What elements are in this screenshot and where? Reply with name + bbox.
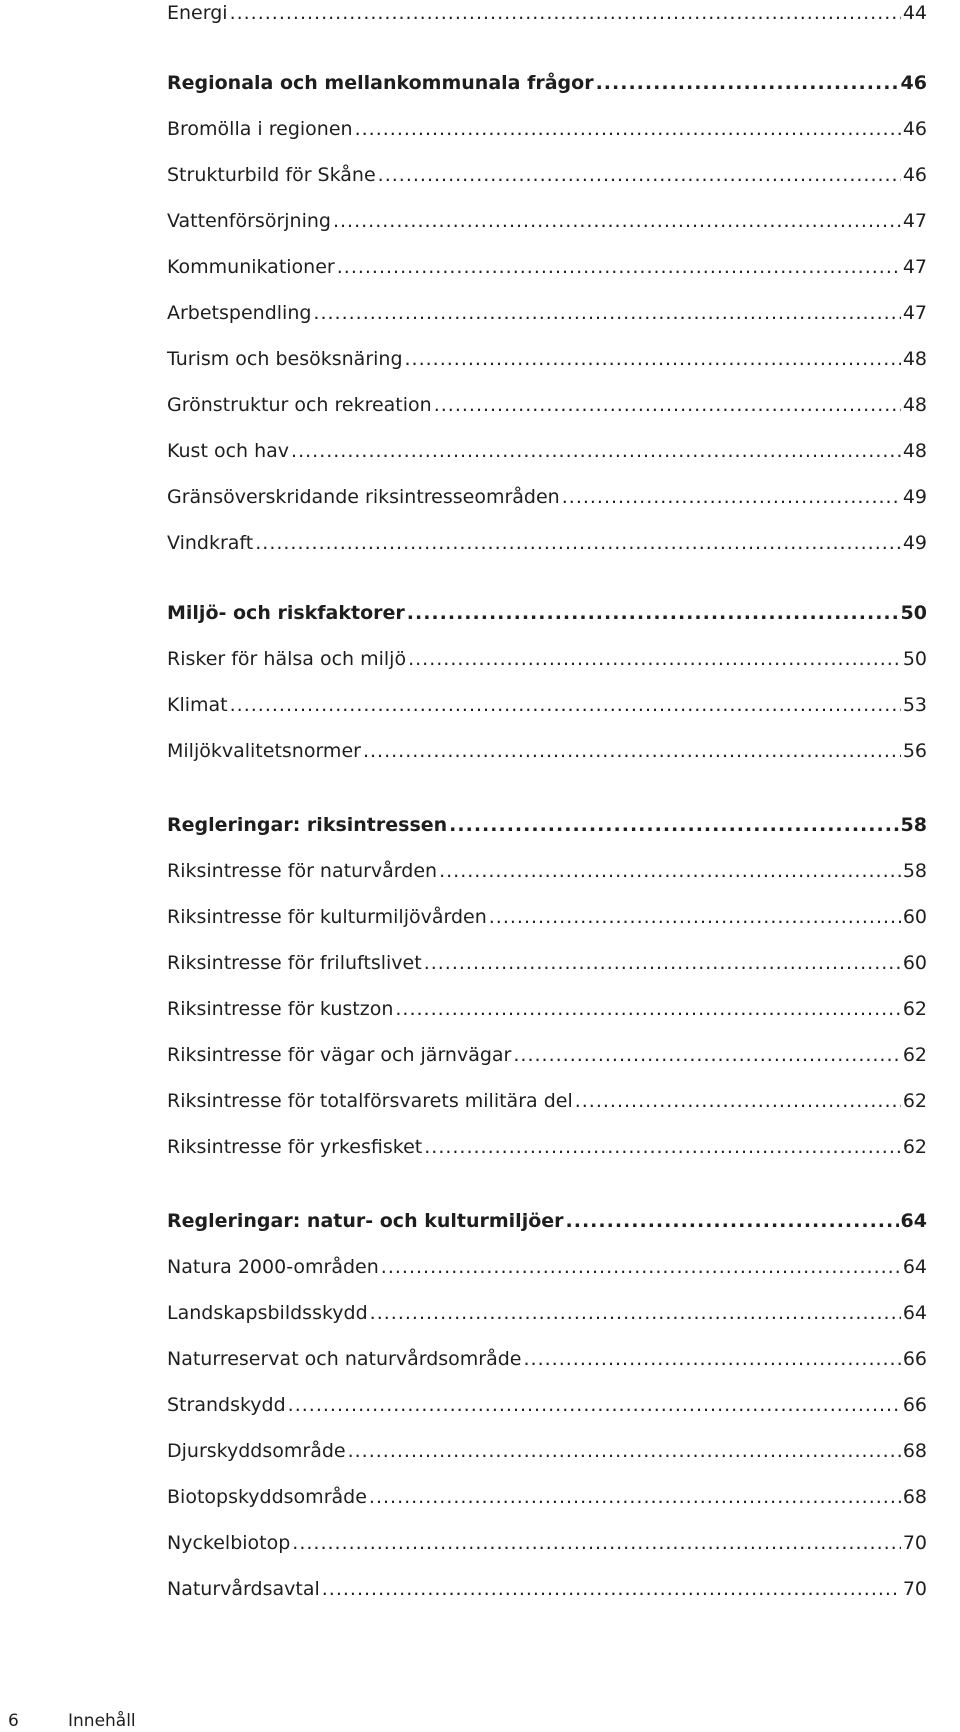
page-number: 6 xyxy=(8,1711,19,1731)
toc-leader-dots xyxy=(434,390,901,420)
toc-entry-label: Naturreservat och naturvårdsområde xyxy=(167,1348,522,1370)
toc-entry xyxy=(167,1298,927,1328)
toc-entry-page: 46 xyxy=(902,164,927,186)
toc-leader-dots xyxy=(322,1574,901,1604)
toc-leader-dots xyxy=(381,1252,901,1282)
toc-leader-dots xyxy=(424,1132,901,1162)
toc-entry-label: Riksintresse för kustzon xyxy=(167,998,394,1020)
toc-leader-dots xyxy=(337,252,901,282)
toc-entry-label: Landskapsbildsskydd xyxy=(167,1302,368,1324)
toc-entry-page: 47 xyxy=(902,210,927,232)
toc-entry-label: Biotopskyddsområde xyxy=(167,1486,367,1508)
toc-entry-label: Strukturbild för Skåne xyxy=(167,164,376,186)
toc-entry-label: Riksintresse för naturvården xyxy=(167,860,438,882)
toc-entry xyxy=(167,902,927,932)
toc-leader-dots xyxy=(575,1086,901,1116)
toc-entry-page: 49 xyxy=(902,486,927,508)
toc-entry-page: 48 xyxy=(902,394,927,416)
toc-entry-page: 48 xyxy=(902,440,927,462)
toc-entry xyxy=(167,1344,927,1374)
toc-entry xyxy=(167,482,927,512)
toc-entry-page: 64 xyxy=(902,1256,927,1278)
toc-entry xyxy=(167,1528,927,1558)
toc-entry-label: Riksintresse för vägar och järnvägar xyxy=(167,1044,512,1066)
toc-entry xyxy=(167,1574,927,1604)
toc-entry xyxy=(167,206,927,236)
toc-entry xyxy=(167,160,927,190)
toc-entry-page: 66 xyxy=(902,1394,927,1416)
toc-entry-page: 47 xyxy=(902,302,927,324)
toc-section-heading xyxy=(167,1206,927,1236)
toc-entry-page: 66 xyxy=(902,1348,927,1370)
toc-entry xyxy=(167,1482,927,1512)
toc-leader-dots xyxy=(408,644,901,674)
toc-entry-label: Natura 2000-områden xyxy=(167,1256,379,1278)
toc-entry xyxy=(167,436,927,466)
toc-entry-label: Strandskydd xyxy=(167,1394,286,1416)
toc-heading-page: 58 xyxy=(900,814,927,836)
toc-leader-dots xyxy=(230,690,901,720)
toc-heading-label: Regionala och mellankommunala frågor xyxy=(167,72,594,94)
toc-entry-page: 48 xyxy=(902,348,927,370)
toc-entry-page: 46 xyxy=(902,118,927,140)
toc-entry xyxy=(167,390,927,420)
toc-leader-dots xyxy=(424,948,901,978)
toc-entry-page: 62 xyxy=(902,1090,927,1112)
toc-entry-label: Vindkraft xyxy=(167,532,254,554)
toc-leader-dots xyxy=(369,1482,901,1512)
toc-leader-dots xyxy=(355,114,901,144)
toc-leader-dots xyxy=(407,598,899,628)
toc-entry-label: Kommunikationer xyxy=(167,256,335,278)
toc-entry-label: Nyckelbiotop xyxy=(167,1532,291,1554)
toc-leader-dots xyxy=(370,1298,901,1328)
toc-heading-page: 46 xyxy=(900,72,927,94)
toc-heading-page: 50 xyxy=(900,602,927,624)
toc-entry-label: Djurskyddsområde xyxy=(167,1440,346,1462)
toc-leader-dots xyxy=(596,68,899,98)
toc-entry-page: 56 xyxy=(902,740,927,762)
toc-entry-label: Turism och besöksnäring xyxy=(167,348,403,370)
toc-leader-dots xyxy=(395,994,900,1024)
toc-entry-page: 62 xyxy=(902,998,927,1020)
toc-entry xyxy=(167,1390,927,1420)
toc-entry-label: Energi xyxy=(167,2,228,24)
toc-entry-page: 68 xyxy=(902,1486,927,1508)
toc-entry xyxy=(167,252,927,282)
toc-leader-dots xyxy=(291,436,901,466)
toc-entry-label: Grönstruktur och rekreation xyxy=(167,394,432,416)
toc-entry xyxy=(167,948,927,978)
toc-entry-label: Riksintresse för totalförsvarets militära del xyxy=(167,1090,573,1112)
toc-entry-page: 47 xyxy=(902,256,927,278)
toc-leader-dots xyxy=(566,1206,899,1236)
toc-heading-label: Miljö- och riskfaktorer xyxy=(167,602,405,624)
toc-entry-page: 60 xyxy=(902,906,927,928)
toc-leader-dots xyxy=(348,1436,901,1466)
toc-leader-dots xyxy=(313,298,900,328)
toc-entry-page: 70 xyxy=(902,1532,927,1554)
toc-entry-page: 53 xyxy=(902,694,927,716)
toc-section-heading xyxy=(167,810,927,840)
toc-section-heading xyxy=(167,598,927,628)
toc-entry-label: Risker för hälsa och miljö xyxy=(167,648,407,670)
toc-entry-label: Kust och hav xyxy=(167,440,290,462)
page-footer xyxy=(8,1710,136,1732)
toc-leader-dots xyxy=(288,1390,901,1420)
toc-entry xyxy=(167,298,927,328)
toc-entry xyxy=(167,114,927,144)
toc-entry-label: Naturvårdsavtal xyxy=(167,1578,320,1600)
toc-leader-dots xyxy=(363,736,901,766)
toc-entry-label: Riksintresse för kulturmiljövården xyxy=(167,906,487,928)
toc-entry-label: Klimat xyxy=(167,694,228,716)
toc-entry xyxy=(167,1086,927,1116)
toc-leader-dots xyxy=(449,810,898,840)
toc-entry xyxy=(167,994,927,1024)
toc-entry xyxy=(167,736,927,766)
toc-leader-dots xyxy=(405,344,901,374)
toc-entry xyxy=(167,1132,927,1162)
toc-leader-dots xyxy=(513,1040,900,1070)
toc-leader-dots xyxy=(439,856,901,886)
toc-entry-label: Riksintresse för yrkesfisket xyxy=(167,1136,423,1158)
toc-leader-dots xyxy=(333,206,901,236)
toc-entry-page: 62 xyxy=(902,1044,927,1066)
toc-section-heading xyxy=(167,68,927,98)
toc-entry-page: 70 xyxy=(902,1578,927,1600)
toc-entry-label: Vattenförsörjning xyxy=(167,210,331,232)
toc-entry xyxy=(167,856,927,886)
toc-entry-page: 68 xyxy=(902,1440,927,1462)
toc-entry-page: 62 xyxy=(902,1136,927,1158)
toc-entry xyxy=(167,644,927,674)
toc-entry xyxy=(167,1436,927,1466)
toc-entry xyxy=(167,0,927,28)
toc-heading-label: Regleringar: riksintressen xyxy=(167,814,448,836)
toc-heading-label: Regleringar: natur- och kulturmiljöer xyxy=(167,1210,564,1232)
toc-entry xyxy=(167,344,927,374)
toc-entry-label: Miljökvalitetsnormer xyxy=(167,740,361,762)
footer-section-title: Innehåll xyxy=(68,1711,136,1731)
toc-entry-label: Arbetspendling xyxy=(167,302,312,324)
toc-leader-dots xyxy=(292,1528,901,1558)
toc-leader-dots xyxy=(230,0,901,28)
toc-entry xyxy=(167,1040,927,1070)
toc-entry-label: Bromölla i regionen xyxy=(167,118,353,140)
toc-entry-page: 44 xyxy=(902,2,927,24)
toc-heading-page: 64 xyxy=(900,1210,927,1232)
toc-leader-dots xyxy=(255,528,901,558)
toc-entry-label: Riksintresse för friluftslivet xyxy=(167,952,422,974)
toc-leader-dots xyxy=(562,482,901,512)
toc-entry-page: 50 xyxy=(902,648,927,670)
toc-entry xyxy=(167,528,927,558)
toc-entry xyxy=(167,690,927,720)
toc-leader-dots xyxy=(378,160,901,190)
toc-entry xyxy=(167,1252,927,1282)
toc-entry-page: 64 xyxy=(902,1302,927,1324)
toc-leader-dots xyxy=(524,1344,901,1374)
toc-leader-dots xyxy=(489,902,901,932)
toc-entry-page: 60 xyxy=(902,952,927,974)
toc-entry-label: Gränsöverskridande riksintresseområden xyxy=(167,486,560,508)
toc-entry-page: 49 xyxy=(902,532,927,554)
toc-entry-page: 58 xyxy=(902,860,927,882)
